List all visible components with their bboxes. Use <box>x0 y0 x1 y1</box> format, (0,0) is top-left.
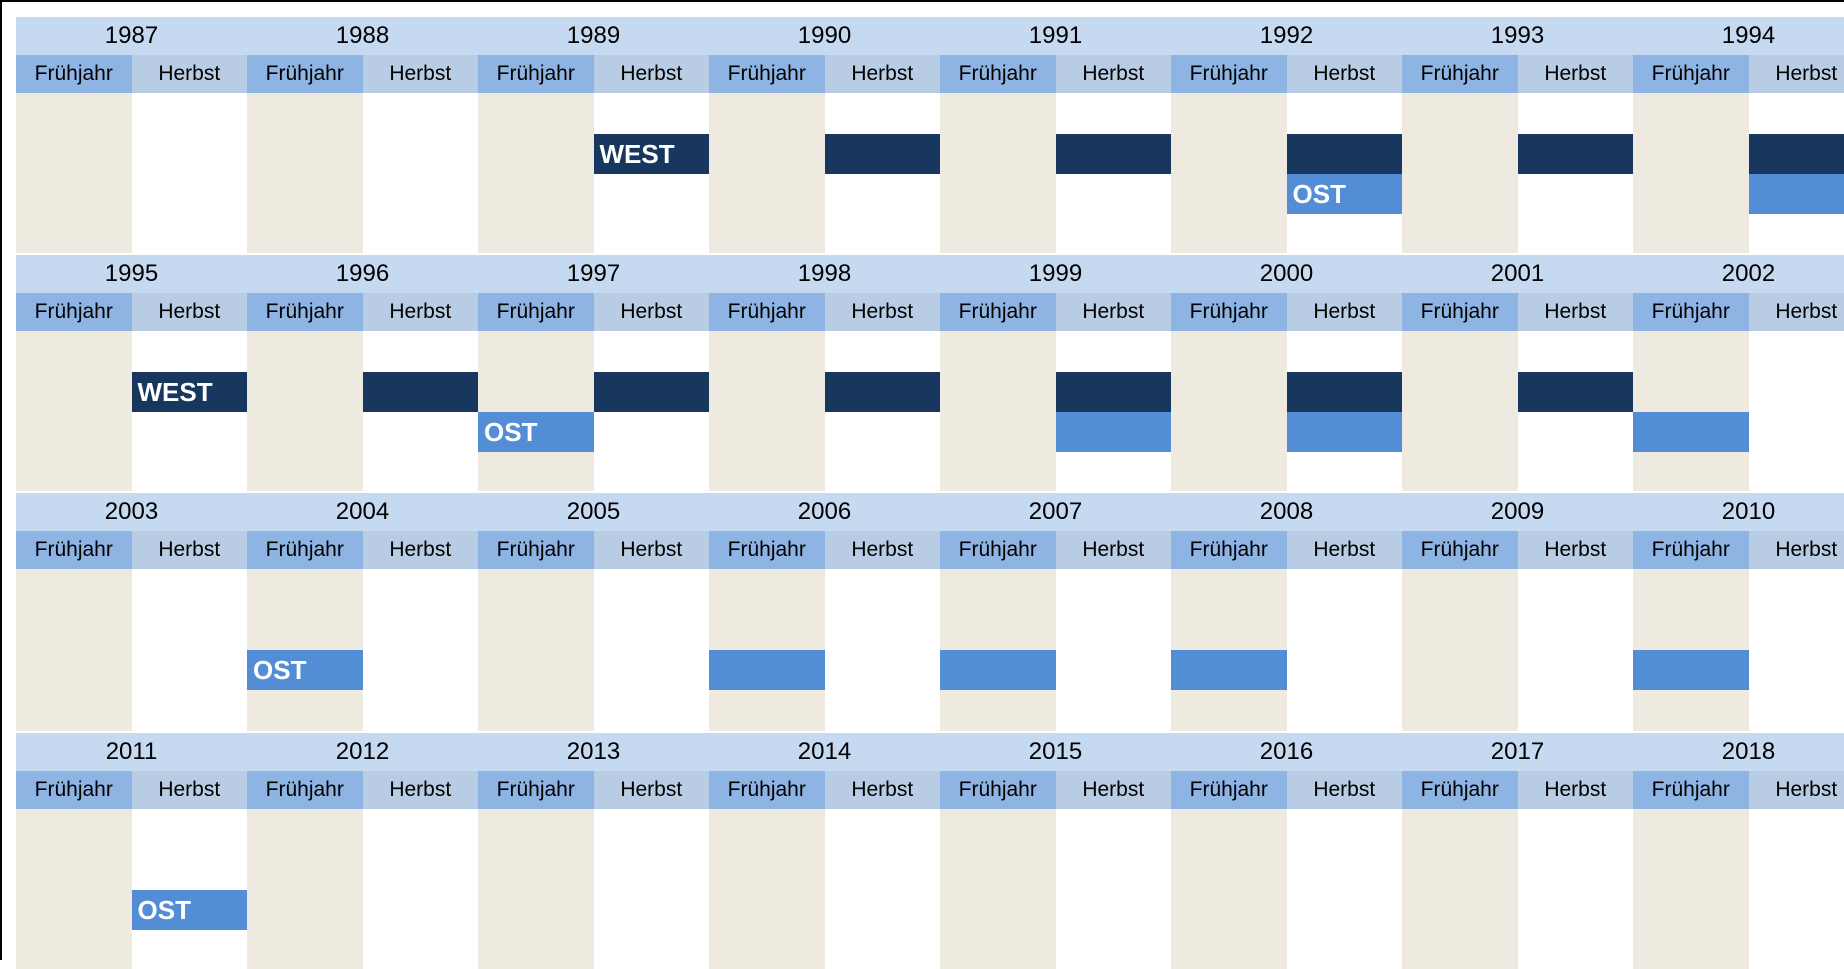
season-label: Frühjahr <box>1402 293 1518 331</box>
season-label: Herbst <box>1749 293 1844 331</box>
season-label: Herbst <box>825 531 941 569</box>
season-label: Herbst <box>825 55 941 93</box>
spring-column <box>1402 569 1518 731</box>
spring-column <box>1633 331 1749 491</box>
year-label: 1990 <box>709 17 940 55</box>
season-label: Frühjahr <box>709 771 825 809</box>
season-label: Herbst <box>1287 531 1403 569</box>
year-label: 2011 <box>16 733 247 771</box>
spring-column <box>1402 809 1518 969</box>
ost-label: OST <box>478 412 594 452</box>
year-label: 2001 <box>1402 255 1633 293</box>
spring-column <box>709 809 825 969</box>
season-label: Frühjahr <box>247 293 363 331</box>
west-bar <box>1056 372 1172 412</box>
spring-column <box>247 331 363 491</box>
season-label: Frühjahr <box>940 55 1056 93</box>
spring-column <box>1171 93 1287 253</box>
year-label: 1997 <box>478 255 709 293</box>
season-label: Frühjahr <box>709 531 825 569</box>
season-label: Herbst <box>1056 771 1172 809</box>
ost-bar <box>1287 412 1403 452</box>
spring-column <box>1402 93 1518 253</box>
season-label: Herbst <box>1056 293 1172 331</box>
season-label: Frühjahr <box>16 531 132 569</box>
season-label: Herbst <box>1749 55 1844 93</box>
year-label: 2007 <box>940 493 1171 531</box>
spring-column <box>940 809 1056 969</box>
year-label: 2018 <box>1633 733 1844 771</box>
season-label: Frühjahr <box>1171 55 1287 93</box>
spring-column <box>940 331 1056 491</box>
year-label: 1993 <box>1402 17 1633 55</box>
season-label: Frühjahr <box>16 771 132 809</box>
ost-label: OST <box>247 650 363 690</box>
west-bar <box>1749 134 1844 174</box>
spring-column <box>940 93 1056 253</box>
ost-bar <box>1633 650 1749 690</box>
season-label: Herbst <box>1287 771 1403 809</box>
year-label: 1989 <box>478 17 709 55</box>
season-label: Herbst <box>1518 531 1634 569</box>
west-bar <box>1287 134 1403 174</box>
season-label: Herbst <box>363 293 479 331</box>
year-label: 1999 <box>940 255 1171 293</box>
spring-column <box>16 809 132 969</box>
year-label: 2014 <box>709 733 940 771</box>
season-label: Frühjahr <box>247 531 363 569</box>
ost-label: OST <box>132 890 248 930</box>
year-label: 1992 <box>1171 17 1402 55</box>
spring-column <box>709 331 825 491</box>
spring-column <box>16 331 132 491</box>
season-label: Frühjahr <box>1402 55 1518 93</box>
spring-column <box>1402 331 1518 491</box>
year-label: 2012 <box>247 733 478 771</box>
season-label: Herbst <box>1518 293 1634 331</box>
year-label: 1988 <box>247 17 478 55</box>
season-label: Frühjahr <box>478 771 594 809</box>
season-label: Herbst <box>363 771 479 809</box>
season-label: Frühjahr <box>16 55 132 93</box>
season-label: Herbst <box>1056 531 1172 569</box>
west-bar <box>1287 372 1403 412</box>
season-label: Frühjahr <box>1633 293 1749 331</box>
year-label: 2009 <box>1402 493 1633 531</box>
season-label: Herbst <box>1287 293 1403 331</box>
year-label: 1996 <box>247 255 478 293</box>
season-label: Herbst <box>825 293 941 331</box>
year-label: 2002 <box>1633 255 1844 293</box>
year-label: 2015 <box>940 733 1171 771</box>
season-label: Frühjahr <box>1402 531 1518 569</box>
west-label: WEST <box>132 372 248 412</box>
season-label: Herbst <box>132 531 248 569</box>
season-label: Frühjahr <box>1633 531 1749 569</box>
season-label: Herbst <box>594 293 710 331</box>
season-label: Frühjahr <box>478 293 594 331</box>
year-label: 2008 <box>1171 493 1402 531</box>
spring-column <box>478 569 594 731</box>
season-label: Herbst <box>594 531 710 569</box>
year-label: 2003 <box>16 493 247 531</box>
ost-bar <box>1056 412 1172 452</box>
season-label: Herbst <box>132 293 248 331</box>
spring-column <box>16 93 132 253</box>
season-label: Frühjahr <box>709 293 825 331</box>
spring-column <box>1633 93 1749 253</box>
season-label: Frühjahr <box>247 55 363 93</box>
season-label: Frühjahr <box>940 771 1056 809</box>
spring-column <box>709 93 825 253</box>
season-label: Frühjahr <box>1171 293 1287 331</box>
season-label: Herbst <box>132 771 248 809</box>
season-label: Herbst <box>1518 55 1634 93</box>
season-label: Frühjahr <box>478 531 594 569</box>
season-label: Herbst <box>132 55 248 93</box>
ost-bar <box>1749 174 1844 214</box>
season-label: Herbst <box>1056 55 1172 93</box>
west-bar <box>825 372 941 412</box>
season-label: Herbst <box>594 771 710 809</box>
season-label: Herbst <box>363 55 479 93</box>
west-bar <box>1518 372 1634 412</box>
spring-column <box>478 331 594 491</box>
year-label: 2016 <box>1171 733 1402 771</box>
ost-bar <box>940 650 1056 690</box>
west-bar <box>1056 134 1172 174</box>
spring-column <box>478 809 594 969</box>
season-label: Herbst <box>1287 55 1403 93</box>
season-label: Frühjahr <box>709 55 825 93</box>
west-label: WEST <box>594 134 710 174</box>
season-label: Frühjahr <box>940 293 1056 331</box>
season-label: Frühjahr <box>940 531 1056 569</box>
season-label: Herbst <box>1749 531 1844 569</box>
ost-bar <box>1171 650 1287 690</box>
year-label: 2005 <box>478 493 709 531</box>
spring-column <box>1171 331 1287 491</box>
season-label: Herbst <box>1749 771 1844 809</box>
season-label: Frühjahr <box>16 293 132 331</box>
spring-column <box>247 93 363 253</box>
west-bar <box>825 134 941 174</box>
year-label: 1998 <box>709 255 940 293</box>
west-bar <box>363 372 479 412</box>
season-label: Herbst <box>1518 771 1634 809</box>
spring-column <box>247 809 363 969</box>
season-label: Frühjahr <box>1171 531 1287 569</box>
season-label: Frühjahr <box>1402 771 1518 809</box>
season-label: Frühjahr <box>247 771 363 809</box>
season-label: Frühjahr <box>1171 771 1287 809</box>
season-label: Herbst <box>825 771 941 809</box>
year-label: 1987 <box>16 17 247 55</box>
season-label: Frühjahr <box>1633 771 1749 809</box>
year-label: 2013 <box>478 733 709 771</box>
ost-bar <box>1633 412 1749 452</box>
west-bar <box>594 372 710 412</box>
year-label: 2004 <box>247 493 478 531</box>
year-label: 2000 <box>1171 255 1402 293</box>
spring-column <box>1633 809 1749 969</box>
ost-label: OST <box>1287 174 1403 214</box>
west-bar <box>1518 134 1634 174</box>
season-label: Herbst <box>363 531 479 569</box>
season-label: Herbst <box>594 55 710 93</box>
ost-bar <box>709 650 825 690</box>
spring-column <box>16 569 132 731</box>
year-label: 1995 <box>16 255 247 293</box>
spring-column <box>478 93 594 253</box>
spring-column <box>1171 809 1287 969</box>
season-label: Frühjahr <box>478 55 594 93</box>
year-label: 2006 <box>709 493 940 531</box>
year-label: 2010 <box>1633 493 1844 531</box>
year-label: 1994 <box>1633 17 1844 55</box>
year-label: 1991 <box>940 17 1171 55</box>
year-label: 2017 <box>1402 733 1633 771</box>
season-label: Frühjahr <box>1633 55 1749 93</box>
